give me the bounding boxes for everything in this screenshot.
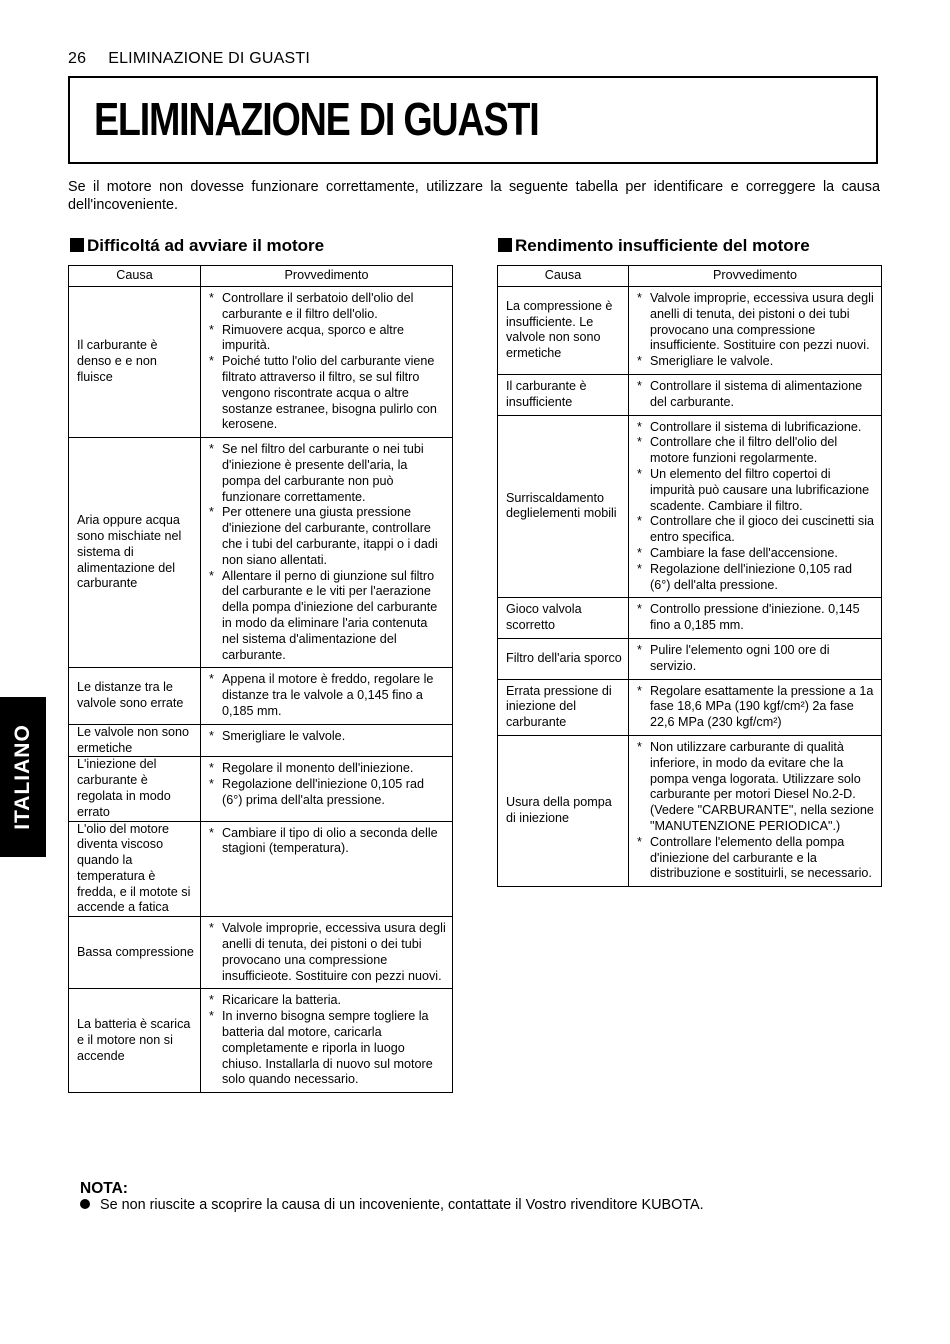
table-row (69, 668, 453, 724)
remedy-list (209, 921, 446, 984)
cause-cell: Aria oppure acqua sono mischiate nel sistema di alimentazione del carburante (69, 438, 201, 668)
remedy-list (637, 291, 875, 370)
remedy-item: * Smerigliare le valvole. (637, 354, 875, 370)
remedy-cell (629, 287, 882, 375)
column-header-remedy: Provvedimento (201, 266, 453, 287)
remedy-item: * Controllare il serbatoio dell'olio del carburante e il filtro dell'olio. (209, 291, 446, 323)
remedy-list (637, 740, 875, 882)
remedy-cell (201, 287, 453, 438)
square-bullet-icon (498, 238, 512, 252)
table-row (69, 438, 453, 668)
table-row (69, 287, 453, 438)
cause-cell: L'olio del motore diventa viscoso quando la temperatura è fredda, e il motote si accende a fatica (69, 821, 201, 917)
left-section-title-text: Difficoltá ad avviare il motore (87, 236, 325, 255)
column-header-remedy: Provvedimento (629, 266, 882, 287)
note-item (80, 1197, 704, 1213)
remedy-item: * Regolazione dell'iniezione 0,105 rad (6°) dell'alta pressione. (637, 562, 875, 594)
table-row (498, 287, 882, 375)
remedy-item: * Controllare che il gioco dei cuscinetti sia entro specifica. (637, 514, 875, 546)
right-section-title-text: Rendimento insufficiente del motore (515, 236, 810, 255)
remedy-item: * Appena il motore è freddo, regolare le distanze tra le valvole a 0,145 fino a 0,185 mm. (209, 672, 446, 719)
remedy-item: * Per ottenere una giusta pressione d'iniezione del carburante, controllare che i tubi del carburante, itappi o i dadi non siano allentati. (209, 505, 446, 568)
right-section-title (498, 236, 810, 256)
remedy-item: * Un elemento del filtro copertoi di impurità può causare una lubrificazione scadente. Cambiare il filtro. (637, 467, 875, 514)
remedy-item: * Pulire l'elemento ogni 100 ore di servizio. (637, 643, 875, 675)
remedy-list (209, 442, 446, 663)
remedy-item: * Se nel filtro del carburante o nei tubi d'iniezione è presente dell'aria, la pompa del carburante non può funzionare correttamente. (209, 442, 446, 505)
cause-cell: Le valvole non sono ermetiche (69, 724, 201, 757)
remedy-list (637, 684, 875, 731)
remedy-list (209, 993, 446, 1088)
remedy-item: * Ricaricare la batteria. (209, 993, 446, 1009)
table-row (498, 638, 882, 679)
remedy-item: * Rimuovere acqua, sporco e altre impurità. (209, 323, 446, 355)
remedy-list (637, 379, 875, 411)
remedy-cell (201, 724, 453, 757)
remedy-list (209, 291, 446, 433)
language-label: ITALIANO (11, 724, 34, 830)
table-row (69, 757, 453, 821)
left-section-title (70, 236, 324, 256)
remedy-item: * Smerigliare le valvole. (209, 729, 446, 745)
remedy-cell (201, 917, 453, 989)
remedy-list (209, 672, 446, 719)
remedy-item: * Controllare il sistema di lubrificazione. (637, 420, 875, 436)
square-bullet-icon (70, 238, 84, 252)
table-row (69, 821, 453, 917)
note-title: NOTA: (80, 1180, 128, 1197)
remedy-cell (201, 821, 453, 917)
language-side-tab (0, 697, 46, 857)
table-row (69, 917, 453, 989)
table-row (69, 989, 453, 1093)
cause-cell: L'iniezione del carburante è regolata in modo errato (69, 757, 201, 821)
remedy-list (209, 729, 446, 745)
cause-cell: Bassa compressione (69, 917, 201, 989)
remedy-item: * Allentare il perno di giunzione sul filtro del carburante e le viti per l'aerazione della pompa d'iniezione del carburante in modo da eliminare l'aria contenuta nel sistema d'alimentazione del carburante. (209, 569, 446, 664)
remedy-item: * Cambiare il tipo di olio a seconda delle stagioni (temperatura). (209, 826, 446, 858)
column-header-cause: Causa (498, 266, 629, 287)
remedy-cell (201, 757, 453, 821)
title-box (68, 76, 878, 164)
remedy-item: * Controllare che il filtro dell'olio del motore funzioni regolarmente. (637, 435, 875, 467)
cause-cell: Filtro dell'aria sporco (498, 638, 629, 679)
cause-cell: Errata pressione di iniezione del carburante (498, 679, 629, 735)
remedy-item: * Regolare esattamente la pressione a 1a fase 18,6 MPa (190 kgf/cm²) 2a fase 22,6 MPa (230 kgf/cm²) (637, 684, 875, 731)
left-trouble-table (68, 265, 453, 1093)
note-text: Se non riuscite a scoprire la causa di un incoveniente, contattate il Vostro rivenditore KUBOTA. (100, 1197, 704, 1213)
remedy-item: * Poiché tutto l'olio del carburante viene filtrato attraverso il filtro, se sul filtro vengono riscontrate acqua o altre sostanze estranee, bisogna pulirlo con kerosene. (209, 354, 446, 433)
remedy-cell (629, 374, 882, 415)
remedy-list (637, 602, 875, 634)
table-row (498, 598, 882, 639)
table-header-row (498, 266, 882, 287)
header-section: ELIMINAZIONE DI GUASTI (108, 50, 310, 67)
cause-cell: Il carburante è insufficiente (498, 374, 629, 415)
table-row (69, 724, 453, 757)
cause-cell: Le distanze tra le valvole sono errate (69, 668, 201, 724)
remedy-cell (201, 989, 453, 1093)
remedy-cell (629, 598, 882, 639)
cause-cell: Surriscaldamento deglielementi mobili (498, 415, 629, 598)
remedy-cell (201, 668, 453, 724)
remedy-cell (629, 679, 882, 735)
column-header-cause: Causa (69, 266, 201, 287)
cause-cell: Usura della pompa di iniezione (498, 735, 629, 886)
remedy-cell (629, 415, 882, 598)
bullet-dot-icon (80, 1199, 90, 1209)
remedy-item: * Cambiare la fase dell'accensione. (637, 546, 875, 562)
table-row (498, 735, 882, 886)
remedy-cell (201, 438, 453, 668)
cause-cell: La batteria è scarica e il motore non si accende (69, 989, 201, 1093)
page-header (68, 50, 310, 68)
page-title: ELIMINAZIONE DI GUASTI (94, 93, 539, 145)
remedy-item: * Valvole improprie, eccessiva usura degli anelli di tenuta, dei pistoni o dei tubi provocano una compressione insufficieote. Sostituire con pezzi nuovi. (209, 921, 446, 984)
remedy-item: * Controllare il sistema di alimentazione del carburante. (637, 379, 875, 411)
cause-cell: Il carburante è denso e e non fluisce (69, 287, 201, 438)
remedy-cell (629, 735, 882, 886)
remedy-item: * Non utilizzare carburante di qualità inferiore, in modo da evitare che la pompa venga logorata. Utilizzare solo carburante per motori Diesel No.2-D. (Vedere "CARBURANTE", nella sezione "MANUTENZIONE PERIODICA".) (637, 740, 875, 835)
cause-cell: Gioco valvola scorretto (498, 598, 629, 639)
remedy-item: * Regolare il monento dell'iniezione. (209, 761, 446, 777)
remedy-list (209, 826, 446, 858)
remedy-item: * Controllare l'elemento della pompa d'iniezione del carburante e la distribuzione e sostituirli, se necessario. (637, 835, 875, 882)
remedy-item: * Valvole improprie, eccessiva usura degli anelli di tenuta, dei pistoni o dei tubi provocano una compressione insufficiente. Sostituire con pezzi nuovi. (637, 291, 875, 354)
remedy-list (209, 761, 446, 808)
intro-paragraph: Se il motore non dovesse funzionare correttamente, utilizzare la seguente tabella per identificare e correggere la causa dell'incoveniente. (68, 179, 880, 213)
table-row (498, 374, 882, 415)
remedy-item: * In inverno bisogna sempre togliere la batteria dal motore, caricarla completamente e riporla in luogo chiuso. Installarla di nuovo sul motore solo quando necessario. (209, 1009, 446, 1088)
left-table-body (69, 287, 453, 1093)
page-number: 26 (68, 50, 87, 67)
table-row (498, 415, 882, 598)
cause-cell: La compressione è insufficiente. Le valvole non sono ermetiche (498, 287, 629, 375)
remedy-cell (629, 638, 882, 679)
remedy-item: * Regolazione dell'iniezione 0,105 rad (6°) prima dell'alta pressione. (209, 777, 446, 809)
right-table-body (498, 287, 882, 887)
table-header-row (69, 266, 453, 287)
remedy-list (637, 420, 875, 594)
remedy-list (637, 643, 875, 675)
right-trouble-table (497, 265, 882, 887)
remedy-item: * Controllo pressione d'iniezione. 0,145 fino a 0,185 mm. (637, 602, 875, 634)
table-row (498, 679, 882, 735)
